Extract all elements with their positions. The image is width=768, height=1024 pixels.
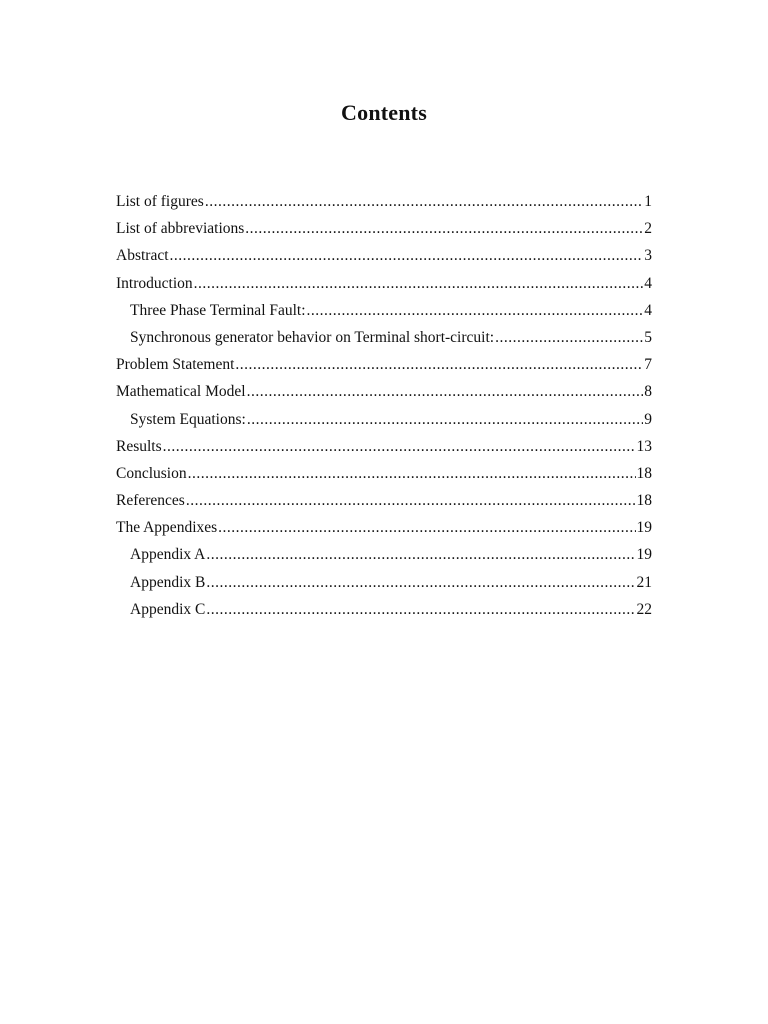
toc-page-number: 4 <box>644 301 652 319</box>
toc-dot-leader <box>495 324 643 351</box>
toc-dot-leader <box>235 351 643 378</box>
toc-entry-label: Problem Statement <box>116 356 235 374</box>
toc-entry-label: Three Phase Terminal Fault: <box>130 301 306 319</box>
toc-entry[interactable] <box>116 487 652 514</box>
toc-entry-label: Mathematical Model <box>116 383 246 401</box>
toc-entry[interactable] <box>116 460 652 487</box>
toc-dot-leader <box>186 487 636 514</box>
toc-entry[interactable] <box>116 433 652 460</box>
toc-page-number: 22 <box>636 600 652 618</box>
toc-entry-label: Synchronous generator behavior on Terminal short-circuit: <box>130 328 495 346</box>
toc-entry-label: Results <box>116 437 162 455</box>
toc-entry-label: List of abbreviations <box>116 220 245 238</box>
toc-dot-leader <box>206 569 635 596</box>
toc-page-number: 8 <box>644 383 652 401</box>
toc-page-number: 4 <box>644 274 652 292</box>
toc-dot-leader <box>194 270 644 297</box>
toc-subentry[interactable] <box>116 297 652 324</box>
toc-entry-label: System Equations: <box>130 410 246 428</box>
toc-entry-label: List of figures <box>116 193 204 210</box>
toc-entry-label: Abstract <box>116 247 169 265</box>
toc-entry[interactable] <box>116 378 652 405</box>
toc-page-number: 3 <box>644 247 652 265</box>
toc-dot-leader <box>170 242 644 269</box>
toc-entry[interactable] <box>116 215 652 242</box>
toc-dot-leader <box>247 406 643 433</box>
toc-entry-label: Introduction <box>116 274 193 292</box>
toc-page-number: 1 <box>644 193 652 210</box>
toc-dot-leader <box>163 433 636 460</box>
toc-dot-leader <box>205 188 643 215</box>
toc-entry-label: Appendix A <box>130 546 206 564</box>
toc-dot-leader <box>307 297 644 324</box>
toc-page-number: 5 <box>644 328 652 346</box>
toc-dot-leader <box>245 215 643 242</box>
table-of-contents <box>116 188 652 623</box>
page-title: Contents <box>341 100 427 125</box>
toc-dot-leader <box>206 596 635 623</box>
toc-entry-label: Conclusion <box>116 464 187 482</box>
toc-page-number: 19 <box>636 519 652 537</box>
toc-page-number: 18 <box>636 492 652 510</box>
toc-page-number: 13 <box>636 437 652 455</box>
toc-entry-label: The Appendixes <box>116 519 218 537</box>
toc-entry-label: References <box>116 492 185 510</box>
toc-dot-leader <box>247 378 644 405</box>
toc-entry-label: Appendix B <box>130 573 206 591</box>
toc-dot-leader <box>218 514 635 541</box>
toc-subentry[interactable] <box>116 406 652 433</box>
toc-page-number: 19 <box>636 546 652 564</box>
toc-subentry[interactable] <box>116 324 652 351</box>
toc-entry[interactable] <box>116 188 652 215</box>
toc-dot-leader <box>206 541 635 568</box>
toc-page-number: 21 <box>636 573 652 591</box>
toc-subentry[interactable] <box>116 541 652 568</box>
toc-entry[interactable] <box>116 242 652 269</box>
toc-subentry[interactable] <box>116 596 652 623</box>
toc-page-number: 7 <box>644 356 652 374</box>
toc-entry[interactable] <box>116 514 652 541</box>
toc-dot-leader <box>188 460 636 487</box>
toc-entry[interactable] <box>116 270 652 297</box>
toc-page-number: 9 <box>644 410 652 428</box>
toc-page-number: 18 <box>636 464 652 482</box>
toc-entry-label: Appendix C <box>130 600 206 618</box>
toc-page-number: 2 <box>644 220 652 238</box>
toc-subentry[interactable] <box>116 569 652 596</box>
toc-entry[interactable] <box>116 351 652 378</box>
